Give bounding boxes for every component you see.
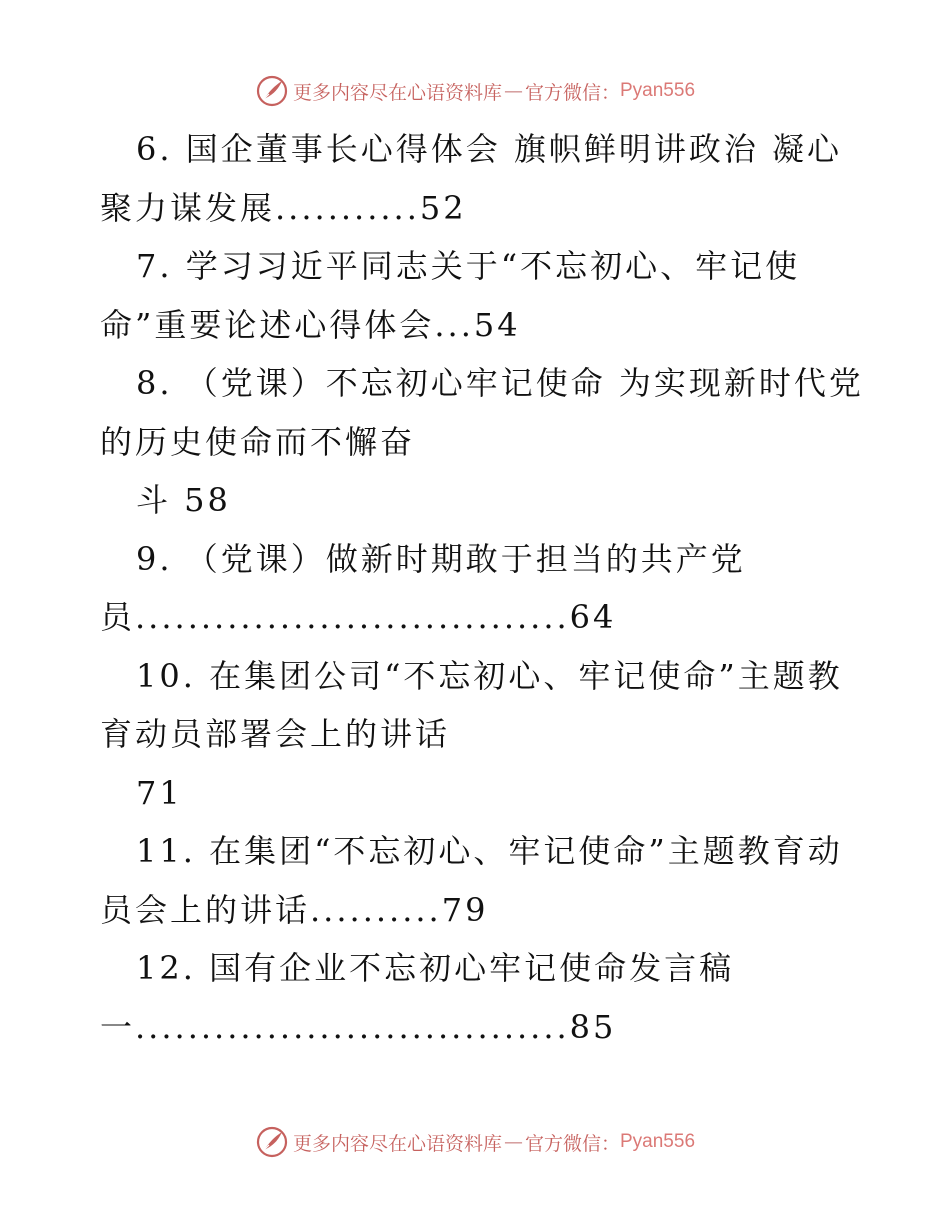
feather-pen-icon bbox=[255, 1125, 289, 1159]
watermark-text: 更多内容尽在心语资料库 bbox=[292, 81, 502, 104]
toc-line: 员会上的讲话..........79 bbox=[100, 890, 489, 929]
toc-line: 命”重要论述心得体会...54 bbox=[100, 305, 521, 344]
toc-line: 员.................................64 bbox=[100, 598, 617, 636]
toc-line: 6. 国企董事长心得体会 旗帜鲜明讲政治 凝心 bbox=[136, 130, 843, 168]
toc-line: 8. （党课）不忘初心牢记使命 为实现新时代党 bbox=[136, 364, 864, 402]
toc-line: 10. 在集团公司“不忘初心、牢记使命”主题教 bbox=[136, 656, 843, 695]
watermark-text: 更多内容尽在心语资料库 bbox=[292, 1132, 502, 1155]
toc-line: 7. 学习习近平同志关于“不忘初心、牢记使 bbox=[136, 247, 801, 285]
watermark-header bbox=[0, 74, 950, 108]
toc-line: 9. （党课）做新时期敢于担当的共产党 bbox=[136, 539, 746, 578]
feather-pen-icon bbox=[255, 74, 289, 108]
toc-line: 71 bbox=[136, 773, 183, 812]
watermark-wechat-label: 官方微信： bbox=[524, 1132, 620, 1155]
toc-line: 的历史使命而不懈奋 bbox=[100, 422, 416, 461]
watermark-wechat-id: Pyan556 bbox=[620, 80, 696, 101]
table-of-contents bbox=[100, 120, 864, 1056]
watermark-wechat-id: Pyan556 bbox=[620, 1131, 696, 1152]
toc-line: 11. 在集团“不忘初心、牢记使命”主题教育动 bbox=[136, 832, 843, 870]
toc-line: 育动员部署会上的讲话 bbox=[100, 715, 451, 753]
watermark-wechat-label: 官方微信： bbox=[524, 81, 620, 104]
toc-line: 一.................................85 bbox=[100, 1007, 617, 1046]
watermark-footer bbox=[0, 1125, 950, 1159]
watermark-separator: — bbox=[503, 80, 523, 102]
toc-line: 斗 58 bbox=[136, 481, 231, 519]
toc-line: 聚力谋发展...........52 bbox=[100, 188, 467, 227]
watermark-separator: — bbox=[503, 1131, 523, 1153]
toc-line: 12. 国有企业不忘初心牢记使命发言稿 bbox=[136, 949, 735, 987]
